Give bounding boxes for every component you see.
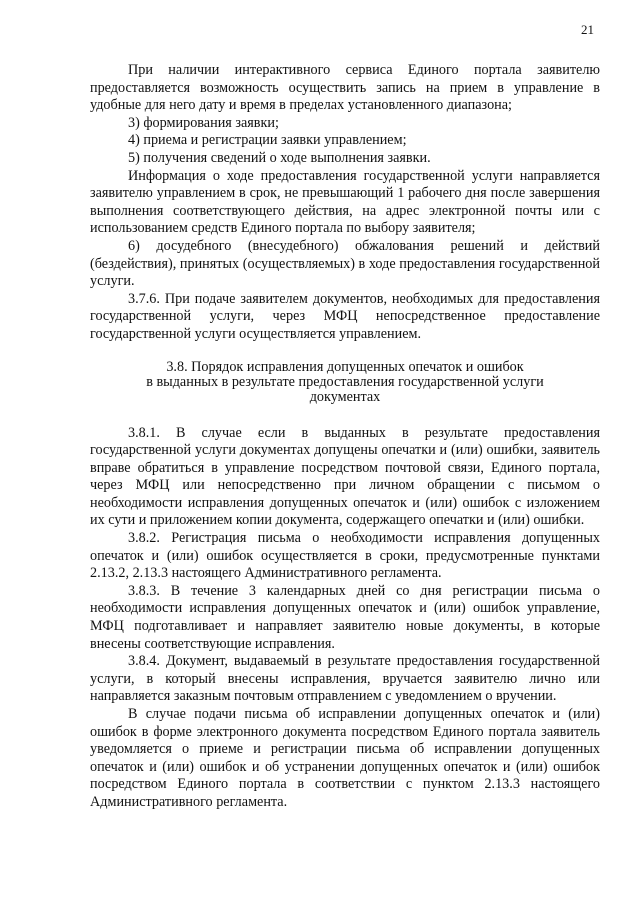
list-item: 4) приема и регистрации заявки управлением;: [128, 132, 407, 149]
paragraph: При наличии интерактивного сервиса Единого портала заявителю предоставляется возможность осуществить запись на прием в управление в удобные для него дату и время в пределах установленного диапазона;: [90, 62, 600, 114]
list-item: 5) получения сведений о ходе выполнения заявки.: [128, 149, 431, 166]
paragraph: Информация о ходе предоставления государственной услуги направляется заявителю управлением в срок, не превышающий 1 рабочего дня после завершения выполнения соответствующего действия, на адрес электронной почты или с использованием средств Единого портала по выбору заявителя;: [90, 167, 600, 237]
paragraph: 3.8.3. В течение 3 календарных дней со дня регистрации письма о необходимости исправления допущенных опечаток и (или) ошибок управление, МФЦ подготавливает и направляет заявителю новые документы, в которые внесены соответствующие исправления.: [90, 582, 600, 652]
section-title-line: 3.8. Порядок исправления допущенных опечаток и ошибок: [166, 358, 524, 375]
section-title-line: в выданных в результате предоставления государственной услуги: [146, 373, 544, 390]
paragraph: 3.8.1. В случае если в выданных в результате предоставления государственной услуги документах допущены опечатки и (или) ошибки, заявитель вправе обратиться в управление посредством почтовой связи, Единого портала, через МФЦ или непосредственно при личном обращении с письмом о необходимости исправления допущенных опечаток и (или) ошибок с изложением их сути и приложением копии документа, содержащего опечатки и (или) ошибки.: [90, 424, 600, 529]
paragraph: 3.8.4. Документ, выдаваемый в результате предоставления государственной услуги, в который внесены исправления, вручается заявителю лично или направляется заказным почтовым отправлением с уведомлением о вручении.: [90, 653, 600, 705]
document-body: [90, 62, 600, 812]
section-title-line: документах: [309, 388, 381, 405]
page-number: 21: [581, 22, 594, 37]
list-item: 3) формирования заявки;: [128, 114, 279, 131]
list-item: 6) досудебного (внесудебного) обжалования решений и действий (бездействия), принятых (осуществляемых) в ходе предоставления государственной услуги.: [90, 237, 600, 290]
section-title: [90, 360, 600, 405]
paragraph: 3.7.6. При подаче заявителем документов, необходимых для предоставления государственной услуги, через МФЦ непосредственное предоставление государственной услуги осуществляется управлением.: [90, 290, 600, 342]
paragraph: В случае подачи письма об исправлении допущенных опечаток и (или) ошибок в форме электронного документа посредством Единого портала заявитель уведомляется о приеме и регистрации письма об исправлении допущенных опечаток и (или) ошибок и об устранении допущенных опечаток и (или) ошибок посредством Единого портала в соответствии с пунктом 2.13.3 настоящего Административного регламента.: [90, 706, 600, 810]
paragraph: 3.8.2. Регистрация письма о необходимости исправления допущенных опечаток и (или) ошибок осуществляется в сроки, предусмотренные пунктами 2.13.2, 2.13.3 настоящего Административного регламента.: [90, 530, 600, 582]
